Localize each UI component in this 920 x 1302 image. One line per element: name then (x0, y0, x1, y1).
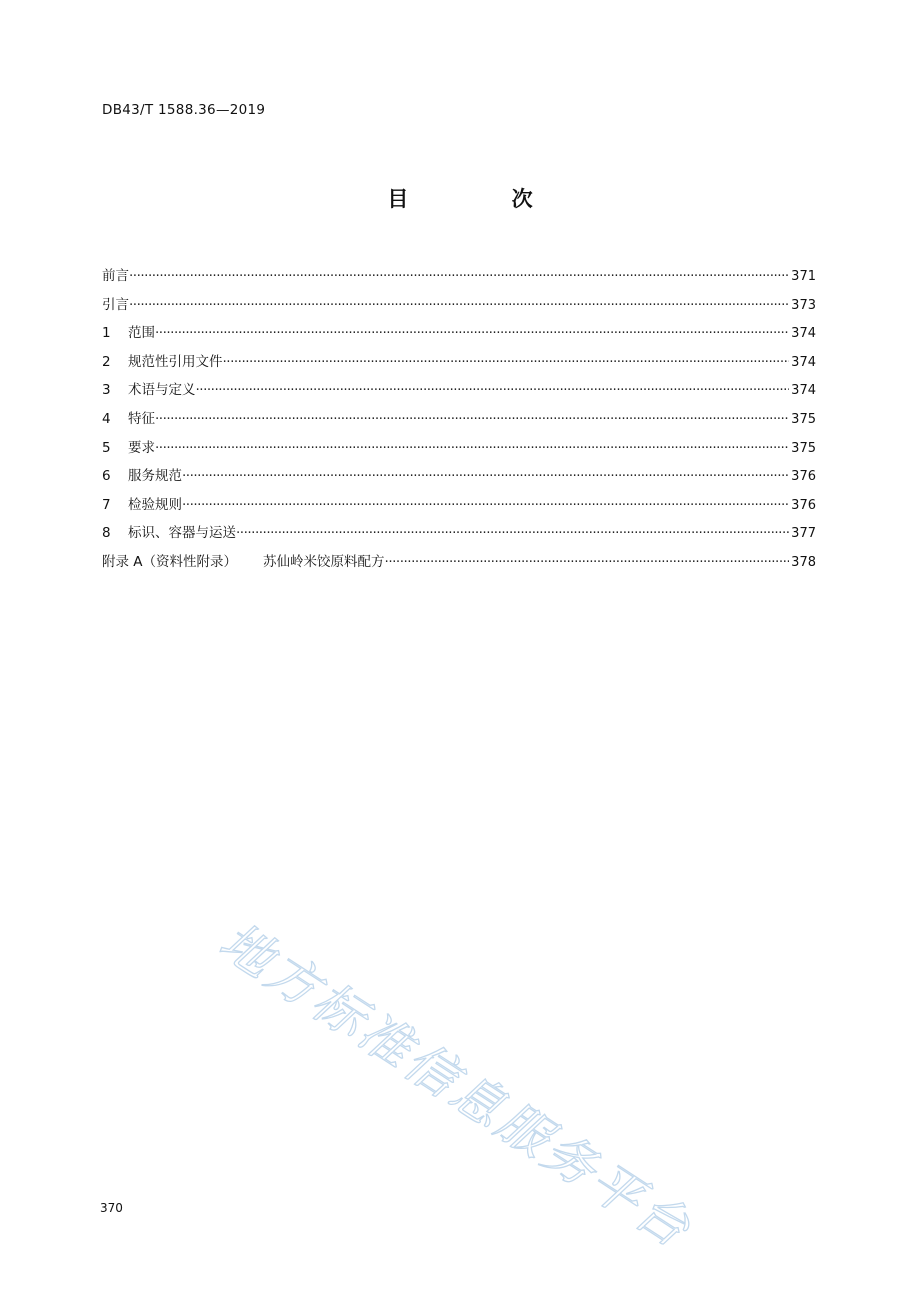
toc-entry-scope[interactable] (102, 319, 816, 348)
toc-entry-label: 服务规范 (128, 468, 182, 485)
toc-entry-label: 检验规则 (128, 496, 182, 513)
toc-leader-dots (385, 548, 790, 577)
toc-leader-dots (155, 405, 789, 434)
toc-entry-inspection-rules[interactable] (102, 491, 816, 520)
toc-entry-page: 375 (791, 411, 816, 427)
toc-entry-introduction[interactable] (102, 291, 816, 320)
toc-entry-label: 要求 (128, 439, 155, 456)
toc-entry-number: 1 (102, 325, 111, 342)
toc-entry-number: 7 (102, 496, 111, 513)
toc-entry-page: 378 (791, 554, 816, 570)
toc-entry-appendix-a[interactable] (102, 548, 816, 577)
toc-entry-foreword[interactable] (102, 262, 816, 291)
toc-entry-page: 373 (791, 297, 816, 313)
toc-leader-dots (129, 262, 789, 291)
toc-entry-service-specification[interactable] (102, 462, 816, 491)
toc-entry-terms-definitions[interactable] (102, 376, 816, 405)
page-number: 370 (100, 1201, 123, 1215)
toc-entry-label: 前言 (102, 268, 129, 284)
toc-leader-dots (196, 376, 790, 405)
toc-leader-dots (223, 348, 790, 377)
toc-leader-dots (155, 434, 789, 463)
toc-entry-page: 374 (791, 383, 816, 399)
toc-leader-dots (129, 291, 789, 320)
toc-entry-number: 5 (102, 439, 111, 456)
watermark: 地方标准信息服务平台 (208, 911, 703, 1261)
toc-entry-label: 规范性引用文件 (128, 353, 223, 370)
toc-entry-marking-container-transport[interactable] (102, 519, 816, 548)
toc-entry-label: 术语与定义 (128, 382, 196, 399)
toc-entry-number: 3 (102, 382, 111, 399)
toc-entry-label: 特征 (128, 410, 155, 427)
toc-entry-page: 371 (791, 269, 816, 284)
toc-entry-label: 附录 A（资料性附录） (102, 553, 238, 570)
document-code: DB43/T 1588.36—2019 (102, 102, 266, 118)
toc-entry-page: 375 (791, 440, 816, 456)
toc-leader-dots (182, 491, 789, 520)
toc-leader-dots (236, 519, 789, 548)
toc-entry-label: 范围 (128, 325, 155, 342)
toc-entry-number: 4 (102, 410, 111, 427)
toc-entry-number: 2 (102, 353, 111, 370)
toc-entry-sublabel: 苏仙岭米饺原料配方 (263, 553, 385, 570)
toc-entry-number: 8 (102, 525, 111, 542)
toc-entry-label: 引言 (102, 296, 129, 313)
toc-entry-page: 376 (791, 497, 816, 513)
toc-leader-dots (155, 319, 789, 348)
page-title: 目 次 (387, 187, 581, 211)
table-of-contents (102, 262, 816, 577)
toc-entry-label: 标识、容器与运送 (128, 525, 236, 542)
toc-entry-normative-references[interactable] (102, 348, 816, 377)
toc-entry-characteristics[interactable] (102, 405, 816, 434)
toc-entry-number: 6 (102, 468, 111, 485)
toc-entry-page: 374 (791, 326, 816, 342)
toc-entry-page: 374 (791, 354, 816, 370)
toc-entry-page: 377 (791, 526, 816, 542)
toc-leader-dots (182, 462, 789, 491)
toc-entry-requirements[interactable] (102, 434, 816, 463)
toc-entry-page: 376 (791, 469, 816, 485)
